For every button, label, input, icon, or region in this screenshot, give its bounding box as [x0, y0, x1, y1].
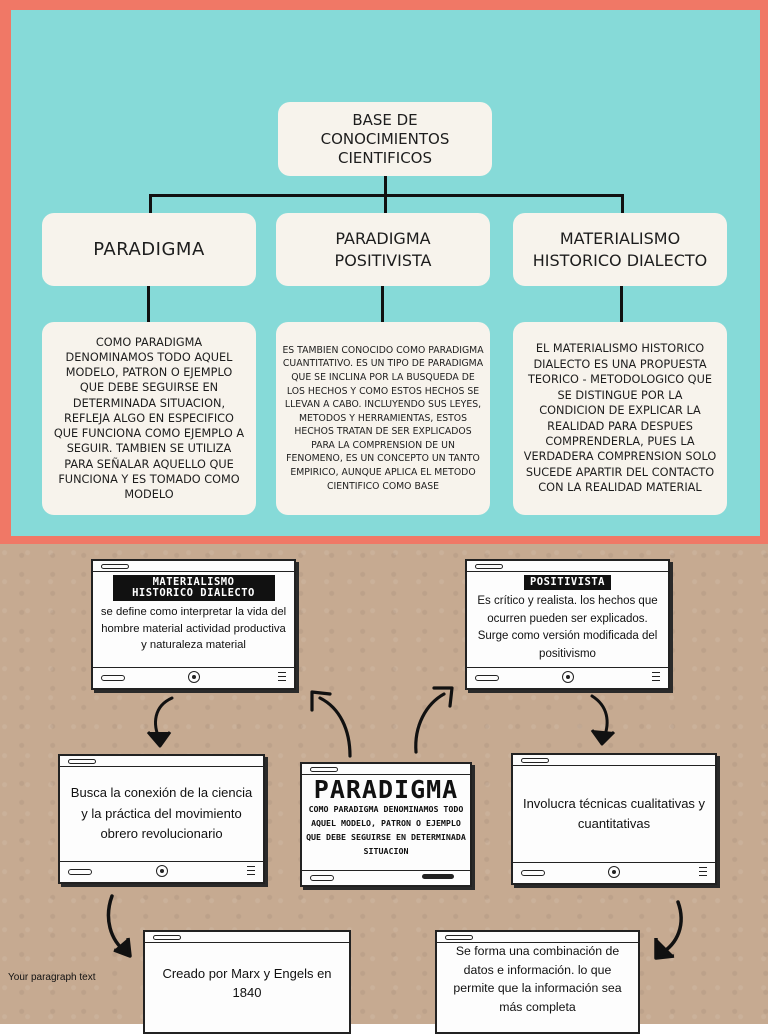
menu-icon — [699, 867, 707, 876]
window-positivista — [465, 559, 670, 690]
combinacion-text: Se forma una combinación de datos e información. lo que permite que la información sea más completa — [453, 944, 622, 1014]
paradigma-title: PARADIGMA — [313, 775, 459, 804]
conexion-text: Busca la conexión de la ciencia y la práctica del movimiento obrero revolucionario — [70, 785, 253, 842]
positivista-text: Es crítico y realista. los hechos que ocurren pueden ser explicados. Surge como versión modificada del positivismo — [477, 595, 658, 660]
window-creado — [143, 930, 351, 1034]
window-bottombar — [513, 862, 715, 883]
circle-icon — [188, 671, 200, 683]
window-topbar — [513, 755, 715, 766]
header-materialismo: MATERIALISMO HISTORICO DIALECTO — [513, 213, 727, 286]
window-conexion — [58, 754, 265, 884]
circle-icon — [156, 865, 168, 877]
arrow-materialismo-to-conexion-icon — [140, 694, 184, 752]
window-bottombar — [60, 861, 263, 882]
connector-mid-desc — [381, 286, 384, 322]
connector-left-desc — [147, 286, 150, 322]
desc-paradigma: COMO PARADIGMA DENOMINAMOS TODO AQUEL MODELO, PATRON O EJEMPLO QUE DEBE SEGUIRSE EN DETERMINADA SITUACION, REFLEJA ALGO EN ESPECIFICO QUE FUNCIONA COMO EJEMPLO A SEGUIR. TAMBIEN SE UTILIZA PARA SEÑALAR AQUELLO QUE FUNCIONA Y ES TOMADO COMO MODELO — [42, 322, 256, 515]
arrow-paradigma-to-materialismo-icon — [306, 686, 358, 760]
creado-text: Creado por Marx y Engels en 1840 — [162, 966, 332, 1000]
connector-left-down — [149, 194, 152, 213]
positivista-label: POSITIVISTA — [524, 575, 611, 590]
scroll-bar-icon — [422, 874, 454, 879]
window-bottombar — [93, 667, 294, 688]
window-topbar — [467, 561, 668, 572]
header-paradigma: PARADIGMA — [42, 213, 256, 286]
window-topbar — [302, 764, 470, 775]
connector-root-down — [384, 176, 387, 195]
connector-mid-down — [384, 194, 387, 213]
materialismo-text: se define como interpretar la vida del hombre material actividad productiva y naturaleza material — [100, 606, 287, 651]
window-paradigma — [300, 762, 472, 887]
window-combinacion — [435, 930, 640, 1034]
connector-right-desc — [620, 286, 623, 322]
materialismo-label: MATERIALISMO HISTORICO DIALECTO — [113, 575, 275, 601]
window-bottombar — [302, 870, 470, 885]
arrow-tecnicas-to-combinacion-icon — [648, 898, 690, 964]
header-paradigma-positivista: PARADIGMA POSITIVISTA — [276, 213, 490, 286]
window-topbar — [145, 932, 349, 943]
paragraph-text: Your paragraph text — [8, 972, 96, 983]
desc-materialismo: EL MATERIALISMO HISTORICO DIALECTO ES UNA PROPUESTA TEORICO - METODOLOGICO QUE SE DISTINGUE POR LA CONDICION DE EXPLICAR LA REALIDAD PARA DESPUES COMPRENDERLA, PUES LA VERDADERA COMPRENSION SOLO SUCEDE APARTIR DEL CONTACTO CON LA REALIDAD MATERIAL — [513, 322, 727, 515]
arrow-conexion-to-creado-icon — [100, 892, 140, 962]
menu-icon — [247, 866, 255, 875]
desc-paradigma-positivista: ES TAMBIEN CONOCIDO COMO PARADIGMA CUANTITATIVO. ES UN TIPO DE PARADIGMA QUE SE INCLINA POR LA BUSQUEDA DE LOS HECHOS Y COMO ESTOS HECHOS SE LLEVAN A CABO. INCLUYENDO SUS LEYES, METODOS Y HERRAMIENTAS, ESTOS HECHOS TRATAN DE SER EXPLICADOS PARA LA COMPRENSION DE UN FENOMENO, ES UN CONCEPTO UN TANTO EMPIRICO, AUNQUE APLICA EL METODO CIENTIFICO COMO BASE — [276, 322, 490, 515]
circle-icon — [562, 671, 574, 683]
window-tecnicas — [511, 753, 717, 885]
tecnicas-text: Involucra técnicas cualitativas y cuantitativas — [522, 796, 706, 831]
arrow-paradigma-to-positivista-icon — [408, 684, 458, 756]
window-topbar — [60, 756, 263, 767]
paradigma-text: COMO PARADIGMA DENOMINAMOS TODO AQUEL MODELO, PATRON O EJEMPLO QUE DEBE SEGUIRSE EN DETERMINADA SITUACION — [306, 804, 466, 856]
window-topbar — [93, 561, 294, 572]
connector-right-down — [621, 194, 624, 213]
menu-icon — [652, 672, 660, 681]
root-node: BASE DE CONOCIMIENTOS CIENTIFICOS — [278, 102, 492, 176]
circle-icon — [608, 866, 620, 878]
menu-icon — [278, 672, 286, 681]
window-bottombar — [467, 667, 668, 688]
arrow-positivista-to-tecnicas-icon — [584, 692, 624, 750]
window-materialismo — [91, 559, 296, 690]
